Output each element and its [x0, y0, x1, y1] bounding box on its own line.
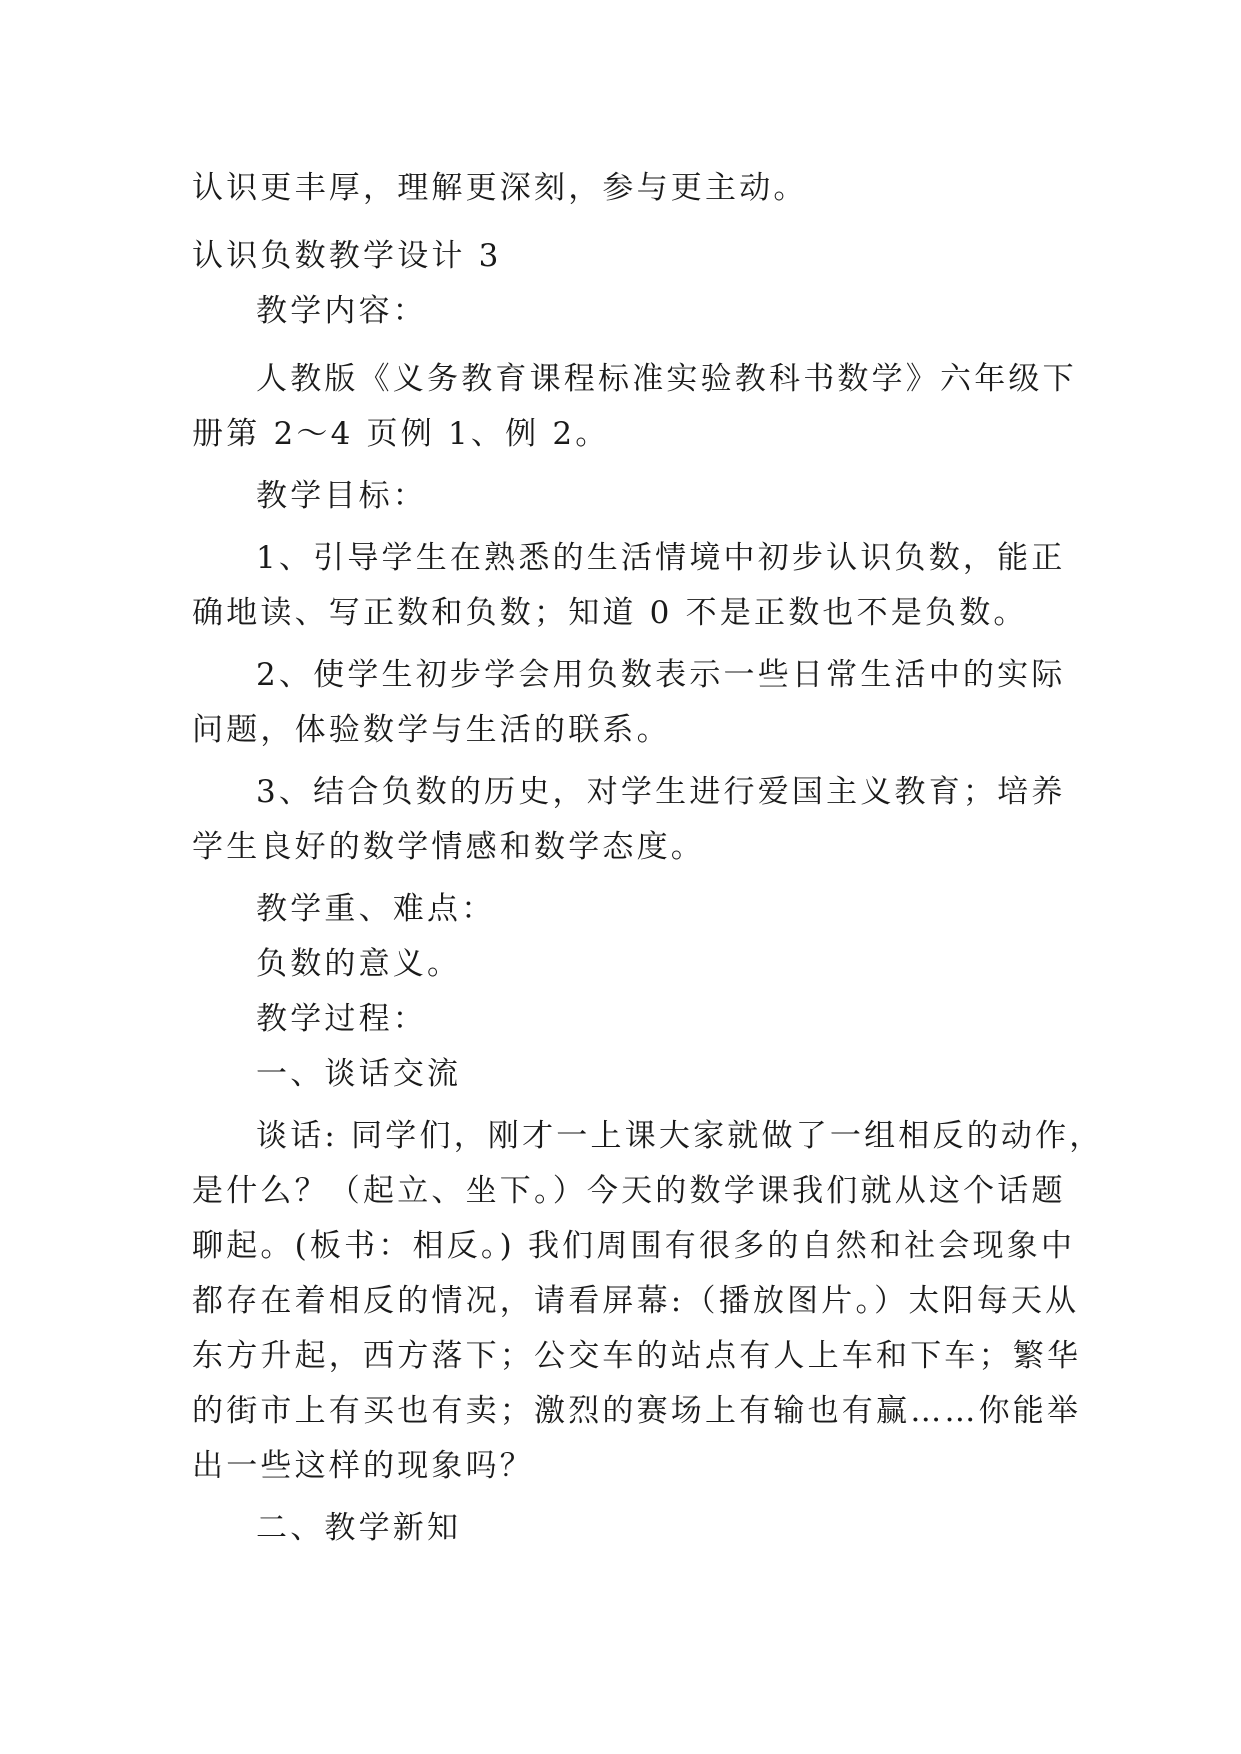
section-heading: 认识负数教学设计 3	[192, 238, 502, 274]
subheading-teaching-goals: 教学目标：	[256, 478, 427, 514]
text-line: 出一些这样的现象吗？	[192, 1448, 534, 1484]
text-line: 负数的意义。	[256, 946, 462, 982]
text-line: 的街市上有买也有卖；激烈的赛场上有输也有赢……你能举	[192, 1393, 1082, 1429]
text-line: 问题，体验数学与生活的联系。	[192, 712, 671, 748]
paragraph-goal-1	[192, 528, 1066, 643]
subheading-teaching-process: 教学过程：	[256, 1001, 427, 1037]
text-line: 东方升起，西方落下；公交车的站点有人上车和下车；繁华	[192, 1338, 1082, 1374]
text-line: 认识更丰厚，理解更深刻，参与更主动。	[192, 170, 808, 206]
paragraph-content	[192, 349, 1077, 464]
text-line: 人教版《义务教育课程标准实验教科书数学》六年级下	[256, 361, 1077, 397]
subheading-key-points: 教学重、难点：	[256, 891, 496, 927]
subheading-teaching-content: 教学内容：	[256, 293, 427, 329]
text-line: 册第 2～4 页例 1、例 2。	[192, 416, 610, 452]
text-line: 是什么？（起立、坐下。）今天的数学课我们就从这个话题	[192, 1173, 1066, 1209]
paragraph-goal-2	[192, 645, 1066, 760]
text-line: 3、结合负数的历史，对学生进行爱国主义教育；培养	[256, 774, 1066, 810]
text-line: 学生良好的数学情感和数学态度。	[192, 829, 705, 865]
paragraph-goal-3	[192, 762, 1066, 877]
text-line: 确地读、写正数和负数；知道 0 不是正数也不是负数。	[192, 595, 1028, 631]
text-line: 聊起。(板书：相反。) 我们周围有很多的自然和社会现象中	[192, 1228, 1076, 1264]
text-line: 谈话: 同学们，刚才一上课大家就做了一组相反的动作，	[256, 1118, 1104, 1154]
subheading-part-one: 一、谈话交流	[256, 1056, 462, 1092]
text-line: 1、引导学生在熟悉的生活情境中初步认识负数，能正	[256, 540, 1066, 576]
text-line: 都存在着相反的情况，请看屏幕:（播放图片。）太阳每天从	[192, 1283, 1080, 1319]
document-body	[192, 158, 1104, 1558]
subheading-part-two: 二、教学新知	[256, 1510, 462, 1546]
text-line: 2、使学生初步学会用负数表示一些日常生活中的实际	[256, 657, 1066, 693]
paragraph-dialogue	[192, 1106, 1104, 1496]
